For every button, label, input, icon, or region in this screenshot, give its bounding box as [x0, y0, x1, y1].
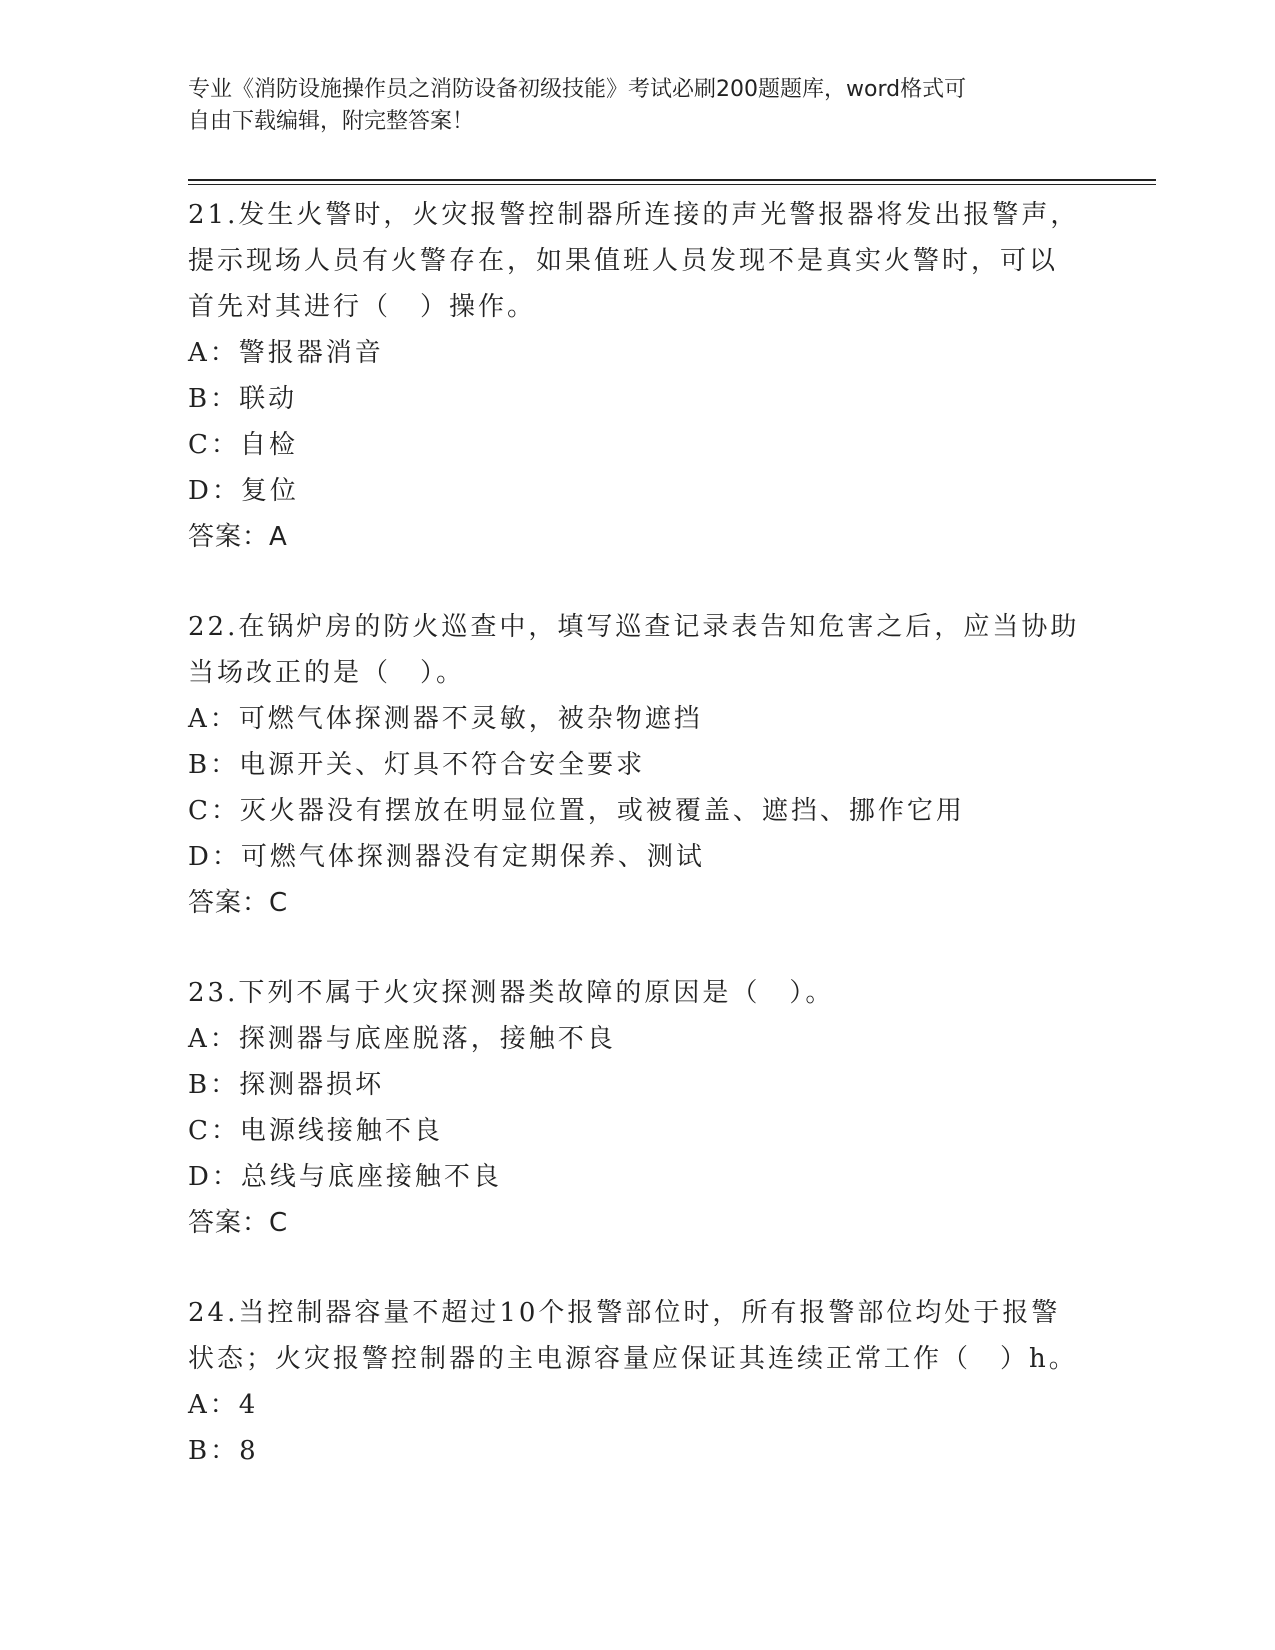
question-text: 21.发生火警时，火灾报警控制器所连接的声光警报器将发出报警声， 提示现场人员有火警存在，如果值班人员发现不是真实火警时，可以 首先对其进行（ ）操作。 [188, 200, 1080, 322]
question-text: 24.当控制器容量不超过10个报警部位时，所有报警部位均处于报警 状态；火灾报警控制器的主电源容量应保证其连续正常工作（ ）h。 [188, 1298, 1078, 1374]
option-c: C：自检 [188, 430, 298, 460]
question-list [188, 192, 1088, 1518]
option-a: A：警报器消音 [188, 338, 384, 368]
document-header [188, 74, 1088, 138]
answer: 答案：A [188, 522, 288, 552]
option-b: B：探测器损坏 [188, 1070, 385, 1100]
option-c: C：电源线接触不良 [188, 1116, 443, 1146]
answer: 答案：C [188, 1208, 289, 1238]
question-24 [188, 1290, 1088, 1474]
option-b: B：电源开关、灯具不符合安全要求 [188, 750, 646, 780]
option-d: D：总线与底座接触不良 [188, 1162, 502, 1192]
option-b: B：联动 [188, 384, 298, 414]
option-a: A：可燃气体探测器不灵敏，被杂物遮挡 [188, 704, 703, 734]
header-divider-thick [188, 179, 1156, 181]
question-22 [188, 604, 1088, 926]
option-b: B：8 [188, 1436, 259, 1466]
option-c: C：灭火器没有摆放在明显位置，或被覆盖、遮挡、挪作它用 [188, 796, 965, 826]
header-line-2: 自由下载编辑，附完整答案！ [188, 109, 475, 134]
question-text: 22.在锅炉房的防火巡查中，填写巡查记录表告知危害之后，应当协助 当场改正的是（ ）。 [188, 612, 1080, 688]
option-a: A：4 [188, 1390, 259, 1420]
answer: 答案：C [188, 888, 289, 918]
question-text: 23.下列不属于火灾探测器类故障的原因是（ ）。 [188, 978, 835, 1008]
header-divider-thin [188, 184, 1156, 185]
question-23 [188, 970, 1088, 1246]
option-a: A：探测器与底座脱落，接触不良 [188, 1024, 616, 1054]
question-21 [188, 192, 1088, 560]
option-d: D：可燃气体探测器没有定期保养、测试 [188, 842, 705, 872]
option-d: D：复位 [188, 476, 299, 506]
header-line-1: 专业《消防设施操作员之消防设备初级技能》考试必刷200题题库，word格式可 [188, 77, 967, 102]
